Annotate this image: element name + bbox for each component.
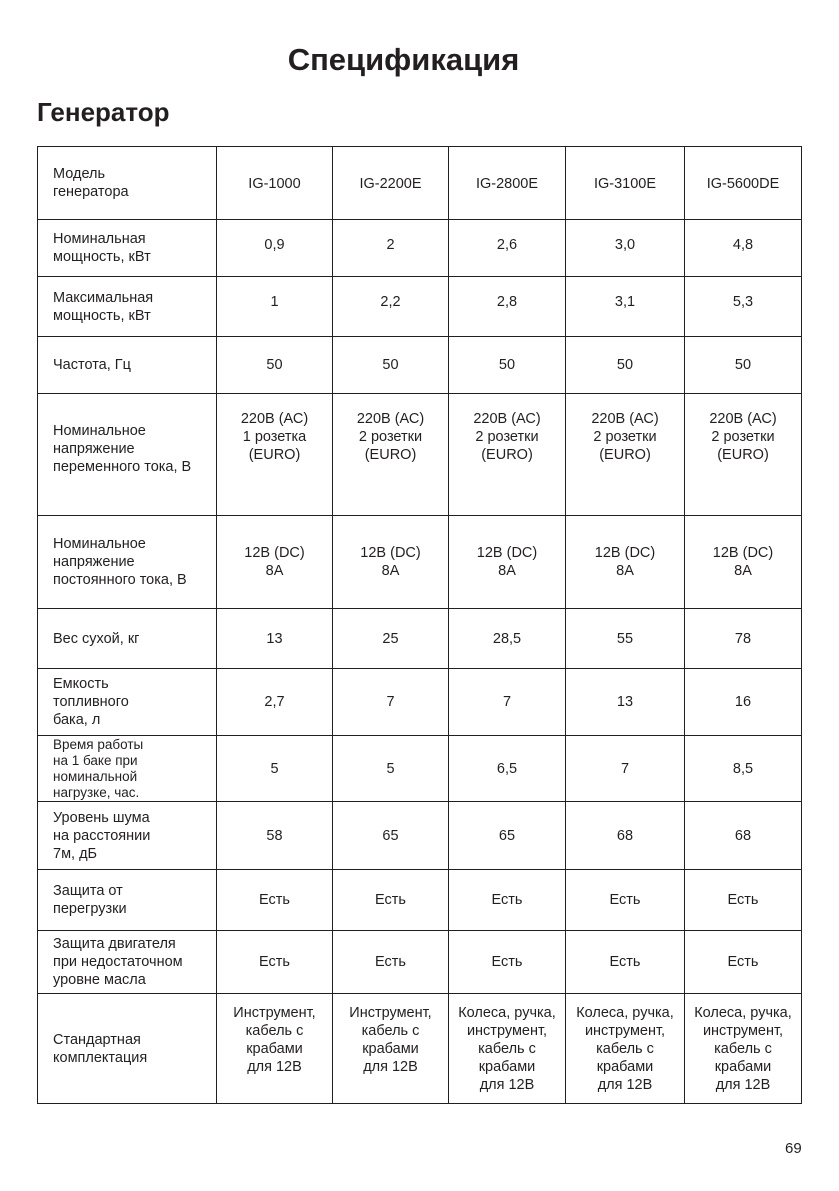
table-cell: 50 [566, 337, 685, 394]
table-cell: 50 [449, 337, 566, 394]
table-cell: 220В (АС) 1 розетка (EURO) [217, 394, 333, 516]
table-row [38, 609, 802, 669]
table-cell: 4,8 [685, 220, 802, 277]
row-label: Номинальное напряжение переменного тока, В [38, 394, 217, 516]
table-cell: 5 [217, 736, 333, 802]
row-label: Максимальная мощность, кВт [38, 277, 217, 337]
table-cell: Есть [217, 931, 333, 994]
row-label: Частота, Гц [38, 337, 217, 394]
table-row [38, 994, 802, 1104]
row-label: Время работы на 1 баке при номинальной нагрузке, час. [38, 736, 217, 802]
table-cell: Есть [685, 931, 802, 994]
page-title: Спецификация [287, 42, 520, 77]
table-cell: 0,9 [217, 220, 333, 277]
row-label: Емкость топливного бака, л [38, 669, 217, 736]
table-cell: Есть [685, 870, 802, 931]
table-cell: 58 [217, 802, 333, 870]
row-label: Вес сухой, кг [38, 609, 217, 669]
table-cell: 28,5 [449, 609, 566, 669]
model-cell: IG-1000 [217, 147, 333, 220]
table-cell: Есть [566, 931, 685, 994]
table-cell: 13 [566, 669, 685, 736]
table-cell: Колеса, ручка, инструмент, кабель с крабами для 12В [449, 994, 566, 1104]
table-cell: Есть [449, 870, 566, 931]
table-cell: Есть [566, 870, 685, 931]
table-cell: 13 [217, 609, 333, 669]
table-row [38, 931, 802, 994]
model-cell: IG-2800E [449, 147, 566, 220]
row-label: Номинальное напряжение постоянного тока, В [38, 516, 217, 609]
table-cell: Есть [449, 931, 566, 994]
table-cell: 5,3 [685, 277, 802, 337]
model-cell: IG-3100E [566, 147, 685, 220]
table-cell: 2,2 [333, 277, 449, 337]
row-label: Номинальная мощность, кВт [38, 220, 217, 277]
table-row [38, 394, 802, 516]
row-label: Защита от перегрузки [38, 870, 217, 931]
table-cell: 12В (DC) 8А [217, 516, 333, 609]
table-cell: 12В (DC) 8А [333, 516, 449, 609]
section-title: Генератор [37, 97, 170, 127]
table-cell: 65 [449, 802, 566, 870]
table-row [38, 669, 802, 736]
table-row [38, 736, 802, 802]
table-cell: Есть [217, 870, 333, 931]
table-cell: 2,8 [449, 277, 566, 337]
table-cell: 1 [217, 277, 333, 337]
table-cell: 3,1 [566, 277, 685, 337]
table-cell: 68 [566, 802, 685, 870]
model-cell: IG-2200E [333, 147, 449, 220]
table-cell: 220В (АС) 2 розетки (EURO) [566, 394, 685, 516]
table-cell: 7 [566, 736, 685, 802]
table-row [38, 802, 802, 870]
table-cell: 50 [217, 337, 333, 394]
table-cell: 65 [333, 802, 449, 870]
model-cell: IG-5600DE [685, 147, 802, 220]
table-cell: Колеса, ручка, инструмент, кабель с крабами для 12В [685, 994, 802, 1104]
table-cell: Инструмент, кабель с крабами для 12В [333, 994, 449, 1104]
table-cell: 5 [333, 736, 449, 802]
table-cell: 220В (АС) 2 розетки (EURO) [685, 394, 802, 516]
table-cell: 12В (DC) 8А [449, 516, 566, 609]
table-cell: 2,7 [217, 669, 333, 736]
table-row [38, 337, 802, 394]
table-cell: 7 [449, 669, 566, 736]
table-row [38, 870, 802, 931]
page-number: 69 [785, 1140, 802, 1157]
table-cell: 8,5 [685, 736, 802, 802]
table-cell: 2,6 [449, 220, 566, 277]
table-cell: 12В (DC) 8А [685, 516, 802, 609]
table-cell: Есть [333, 931, 449, 994]
table-cell: 25 [333, 609, 449, 669]
table-cell: 50 [333, 337, 449, 394]
table-cell: 220В (АС) 2 розетки (EURO) [333, 394, 449, 516]
table-row [38, 277, 802, 337]
table-cell: 16 [685, 669, 802, 736]
table-cell: 6,5 [449, 736, 566, 802]
table-cell: 50 [685, 337, 802, 394]
table-cell: 12В (DC) 8А [566, 516, 685, 609]
table-cell: 3,0 [566, 220, 685, 277]
table-cell: 55 [566, 609, 685, 669]
table-cell: Инструмент, кабель с крабами для 12В [217, 994, 333, 1104]
spec-table [37, 146, 802, 1104]
row-label: Модель генератора [38, 147, 217, 220]
table-cell: 2 [333, 220, 449, 277]
row-label: Защита двигателя при недостаточном уровне масла [38, 931, 217, 994]
table-cell: 7 [333, 669, 449, 736]
table-row-model [38, 147, 802, 220]
table-cell: Колеса, ручка, инструмент, кабель с крабами для 12В [566, 994, 685, 1104]
table-cell: 68 [685, 802, 802, 870]
table-cell: 78 [685, 609, 802, 669]
row-label: Уровень шума на расстоянии 7м, дБ [38, 802, 217, 870]
table-row [38, 220, 802, 277]
table-cell: Есть [333, 870, 449, 931]
table-row [38, 516, 802, 609]
table-cell: 220В (АС) 2 розетки (EURO) [449, 394, 566, 516]
row-label: Стандартная комплектация [38, 994, 217, 1104]
